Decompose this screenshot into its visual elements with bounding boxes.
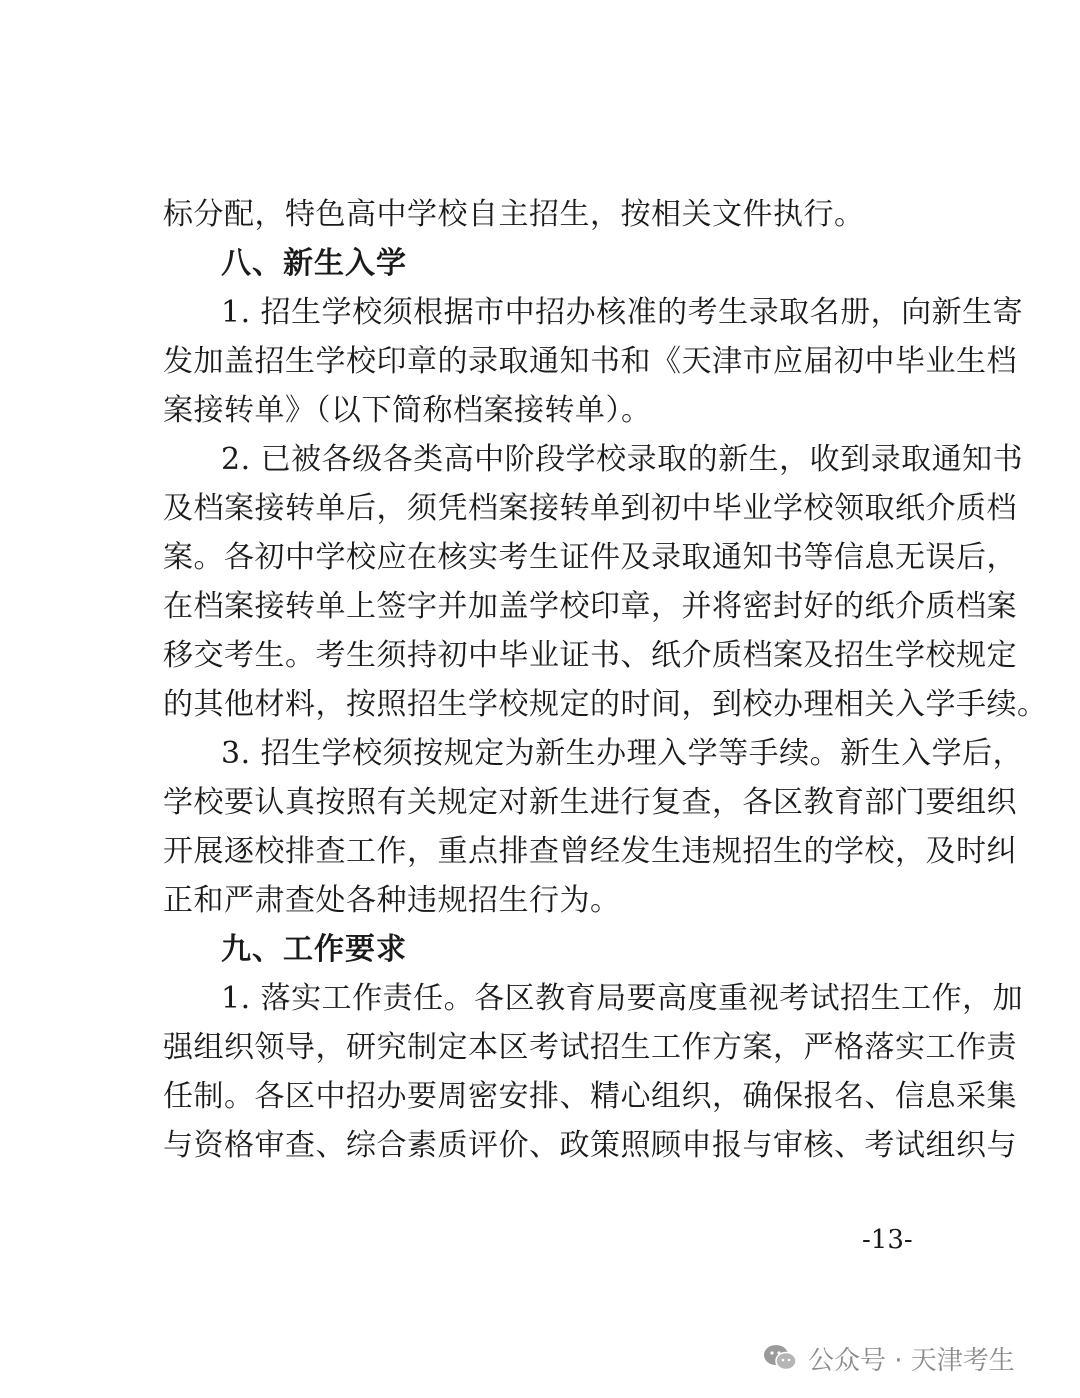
paragraph-line: 强组织领导，研究制定本区考试招生工作方案，严格落实工作责: [163, 1030, 1017, 1065]
paragraph-line: 学校要认真按照有关规定对新生进行复查，各区教育部门要组织: [163, 785, 1017, 820]
paragraph-line: 与资格审查、综合素质评价、政策照顾申报与审核、考试组织与: [163, 1128, 1017, 1163]
paragraph-line: 案。各初中学校应在核实考生证件及录取通知书等信息无误后，: [163, 540, 1017, 575]
paragraph-line: 开展逐校排查工作，重点排查曾经发生违规招生的学校，及时纠: [163, 834, 1017, 869]
wechat-icon: [762, 1343, 798, 1373]
section-heading-8: 八、新生入学: [221, 246, 407, 281]
paragraph-line: 发加盖招生学校印章的录取通知书和《天津市应届初中毕业生档: [163, 344, 1017, 379]
paragraph-line: 1. 落实工作责任。各区教育局要高度重视考试招生工作，加: [221, 981, 1024, 1016]
paragraph-line: 的其他材料，按照招生学校规定的时间，到校办理相关入学手续。: [163, 687, 1048, 722]
paragraph-line: 1. 招生学校须根据市中招办核准的考生录取名册，向新生寄: [221, 295, 1024, 330]
paragraph-line: 任制。各区中招办要周密安排、精心组织，确保报名、信息采集: [163, 1079, 1017, 1114]
paragraph-line: 2. 已被各级各类高中阶段学校录取的新生，收到录取通知书: [221, 442, 1024, 477]
watermark-text: 公众号 · 天津考生: [808, 1345, 1015, 1376]
paragraph-line: 案接转单》（以下简称档案接转单）。: [163, 393, 652, 428]
paragraph-line: 在档案接转单上签字并加盖学校印章，并将密封好的纸介质档案: [163, 589, 1017, 624]
paragraph-line: 移交考生。考生须持初中毕业证书、纸介质档案及招生学校规定: [163, 638, 1017, 673]
paragraph-line: 正和严肃查处各种违规招生行为。: [163, 883, 621, 918]
section-heading-9: 九、工作要求: [221, 932, 407, 967]
page-number: -13-: [862, 1225, 913, 1255]
paragraph-line: 及档案接转单后，须凭档案接转单到初中毕业学校领取纸介质档: [163, 491, 1017, 526]
document-body: [163, 190, 1048, 1170]
watermark: [762, 1338, 1015, 1378]
paragraph-line: 3. 招生学校须按规定为新生办理入学等手续。新生入学后，: [221, 736, 1024, 771]
paragraph-line: 标分配，特色高中学校自主招生，按相关文件执行。: [163, 197, 865, 232]
